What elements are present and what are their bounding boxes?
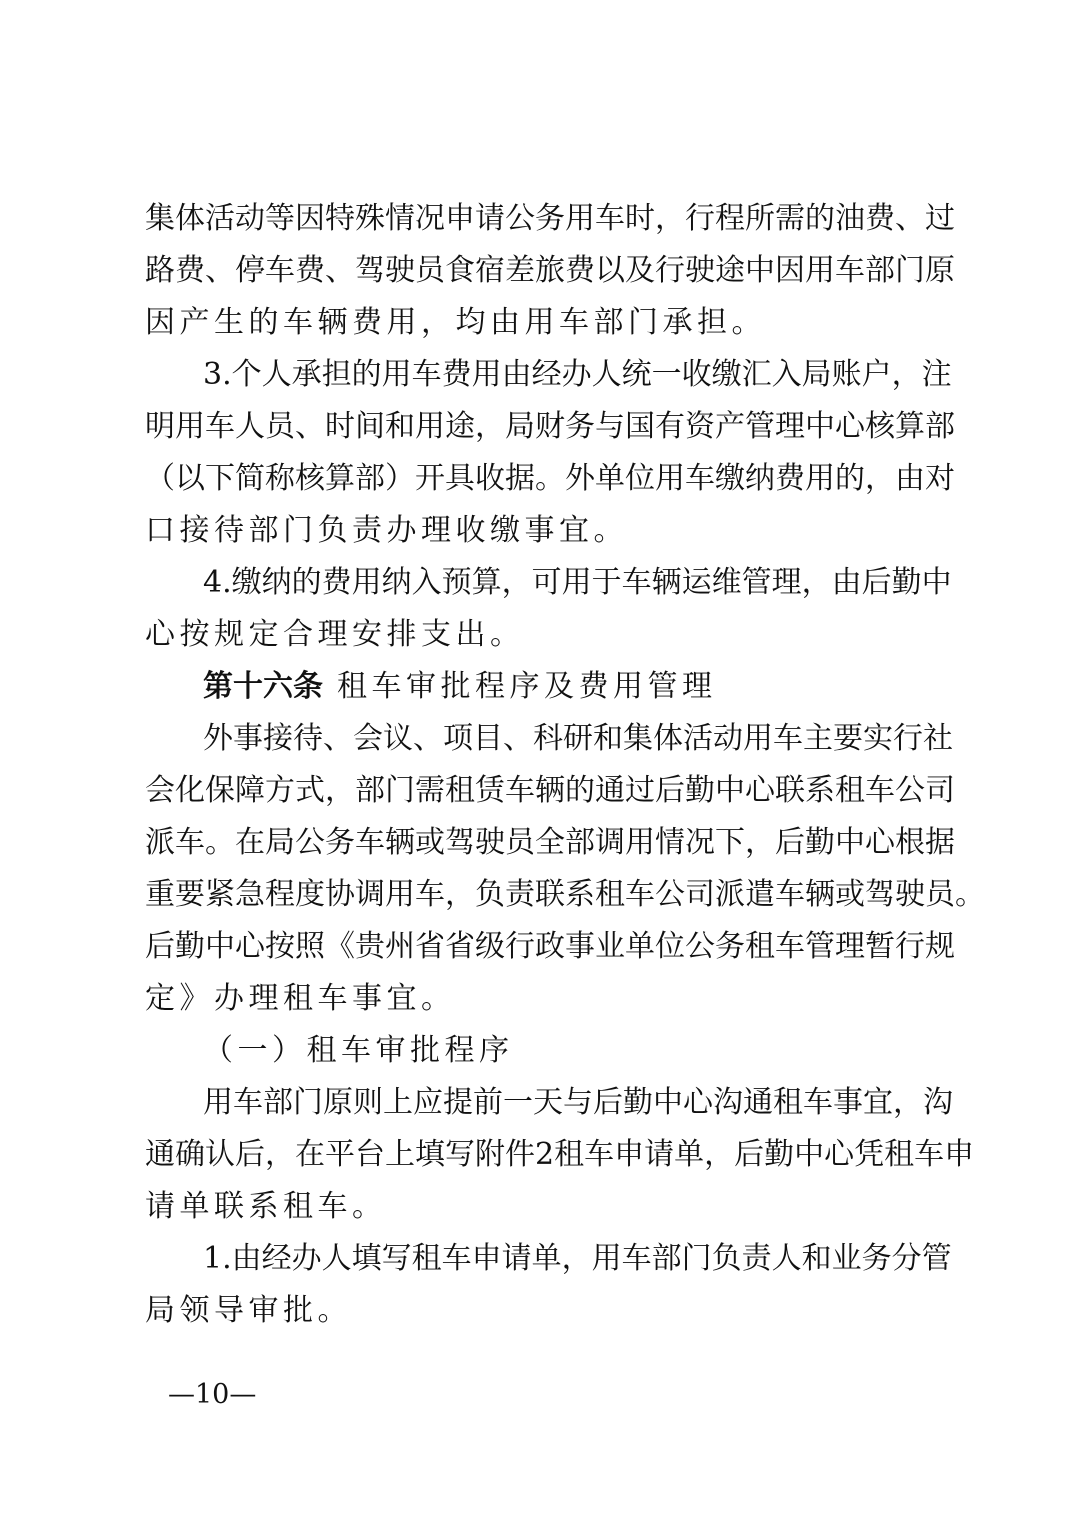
paragraph-line: 口接待部门负责办理收缴事宜。	[145, 513, 628, 548]
paragraph-line: 会化保障方式，部门需租赁车辆的通过后勤中心联系租车公司	[145, 773, 955, 808]
paragraph-line: 定》办理租车事宜。	[145, 981, 456, 1016]
paragraph-line: 集体活动等因特殊情况申请公务用车时，行程所需的油费、过	[145, 201, 955, 236]
paragraph-line: 派车。在局公务车辆或驾驶员全部调用情况下，后勤中心根据	[145, 825, 955, 860]
paragraph-line: 4.缴纳的费用纳入预算，可用于车辆运维管理，由后勤中	[203, 565, 952, 600]
paragraph-line: 用车部门原则上应提前一天与后勤中心沟通租车事宜，沟	[203, 1085, 953, 1120]
paragraph-line: 1.由经办人填写租车申请单，用车部门负责人和业务分管	[203, 1241, 952, 1276]
paragraph-line: 明用车人员、时间和用途，局财务与国有资产管理中心核算部	[145, 409, 955, 444]
page-number: —10—	[168, 1379, 257, 1410]
paragraph-line: 3.个人承担的用车费用由经办人统一收缴汇入局账户，注	[203, 357, 952, 392]
paragraph-line: 局领导审批。	[145, 1293, 352, 1328]
article-title: 租车审批程序及费用管理	[337, 669, 717, 704]
paragraph-line: 后勤中心按照《贵州省省级行政事业单位公务租车管理暂行规	[145, 929, 955, 964]
article-number: 第十六条	[203, 669, 323, 704]
paragraph-line: 通确认后，在平台上填写附件2租车申请单，后勤中心凭租车申	[145, 1137, 975, 1172]
article-heading	[203, 661, 717, 713]
paragraph-line: 重要紧急程度协调用车，负责联系租车公司派遣车辆或驾驶员。	[145, 877, 985, 912]
section-subheading: （一）租车审批程序	[203, 1033, 514, 1068]
paragraph-line: 心按规定合理安排支出。	[145, 617, 525, 652]
paragraph-line: （以下简称核算部）开具收据。外单位用车缴纳费用的，由对	[145, 461, 955, 496]
paragraph-line: 因产生的车辆费用，均由用车部门承担。	[145, 305, 766, 340]
paragraph-line: 外事接待、会议、项目、科研和集体活动用车主要实行社	[203, 721, 953, 756]
paragraph-line: 路费、停车费、驾驶员食宿差旅费以及行驶途中因用车部门原	[145, 253, 955, 288]
paragraph-line: 请单联系租车。	[145, 1189, 387, 1224]
